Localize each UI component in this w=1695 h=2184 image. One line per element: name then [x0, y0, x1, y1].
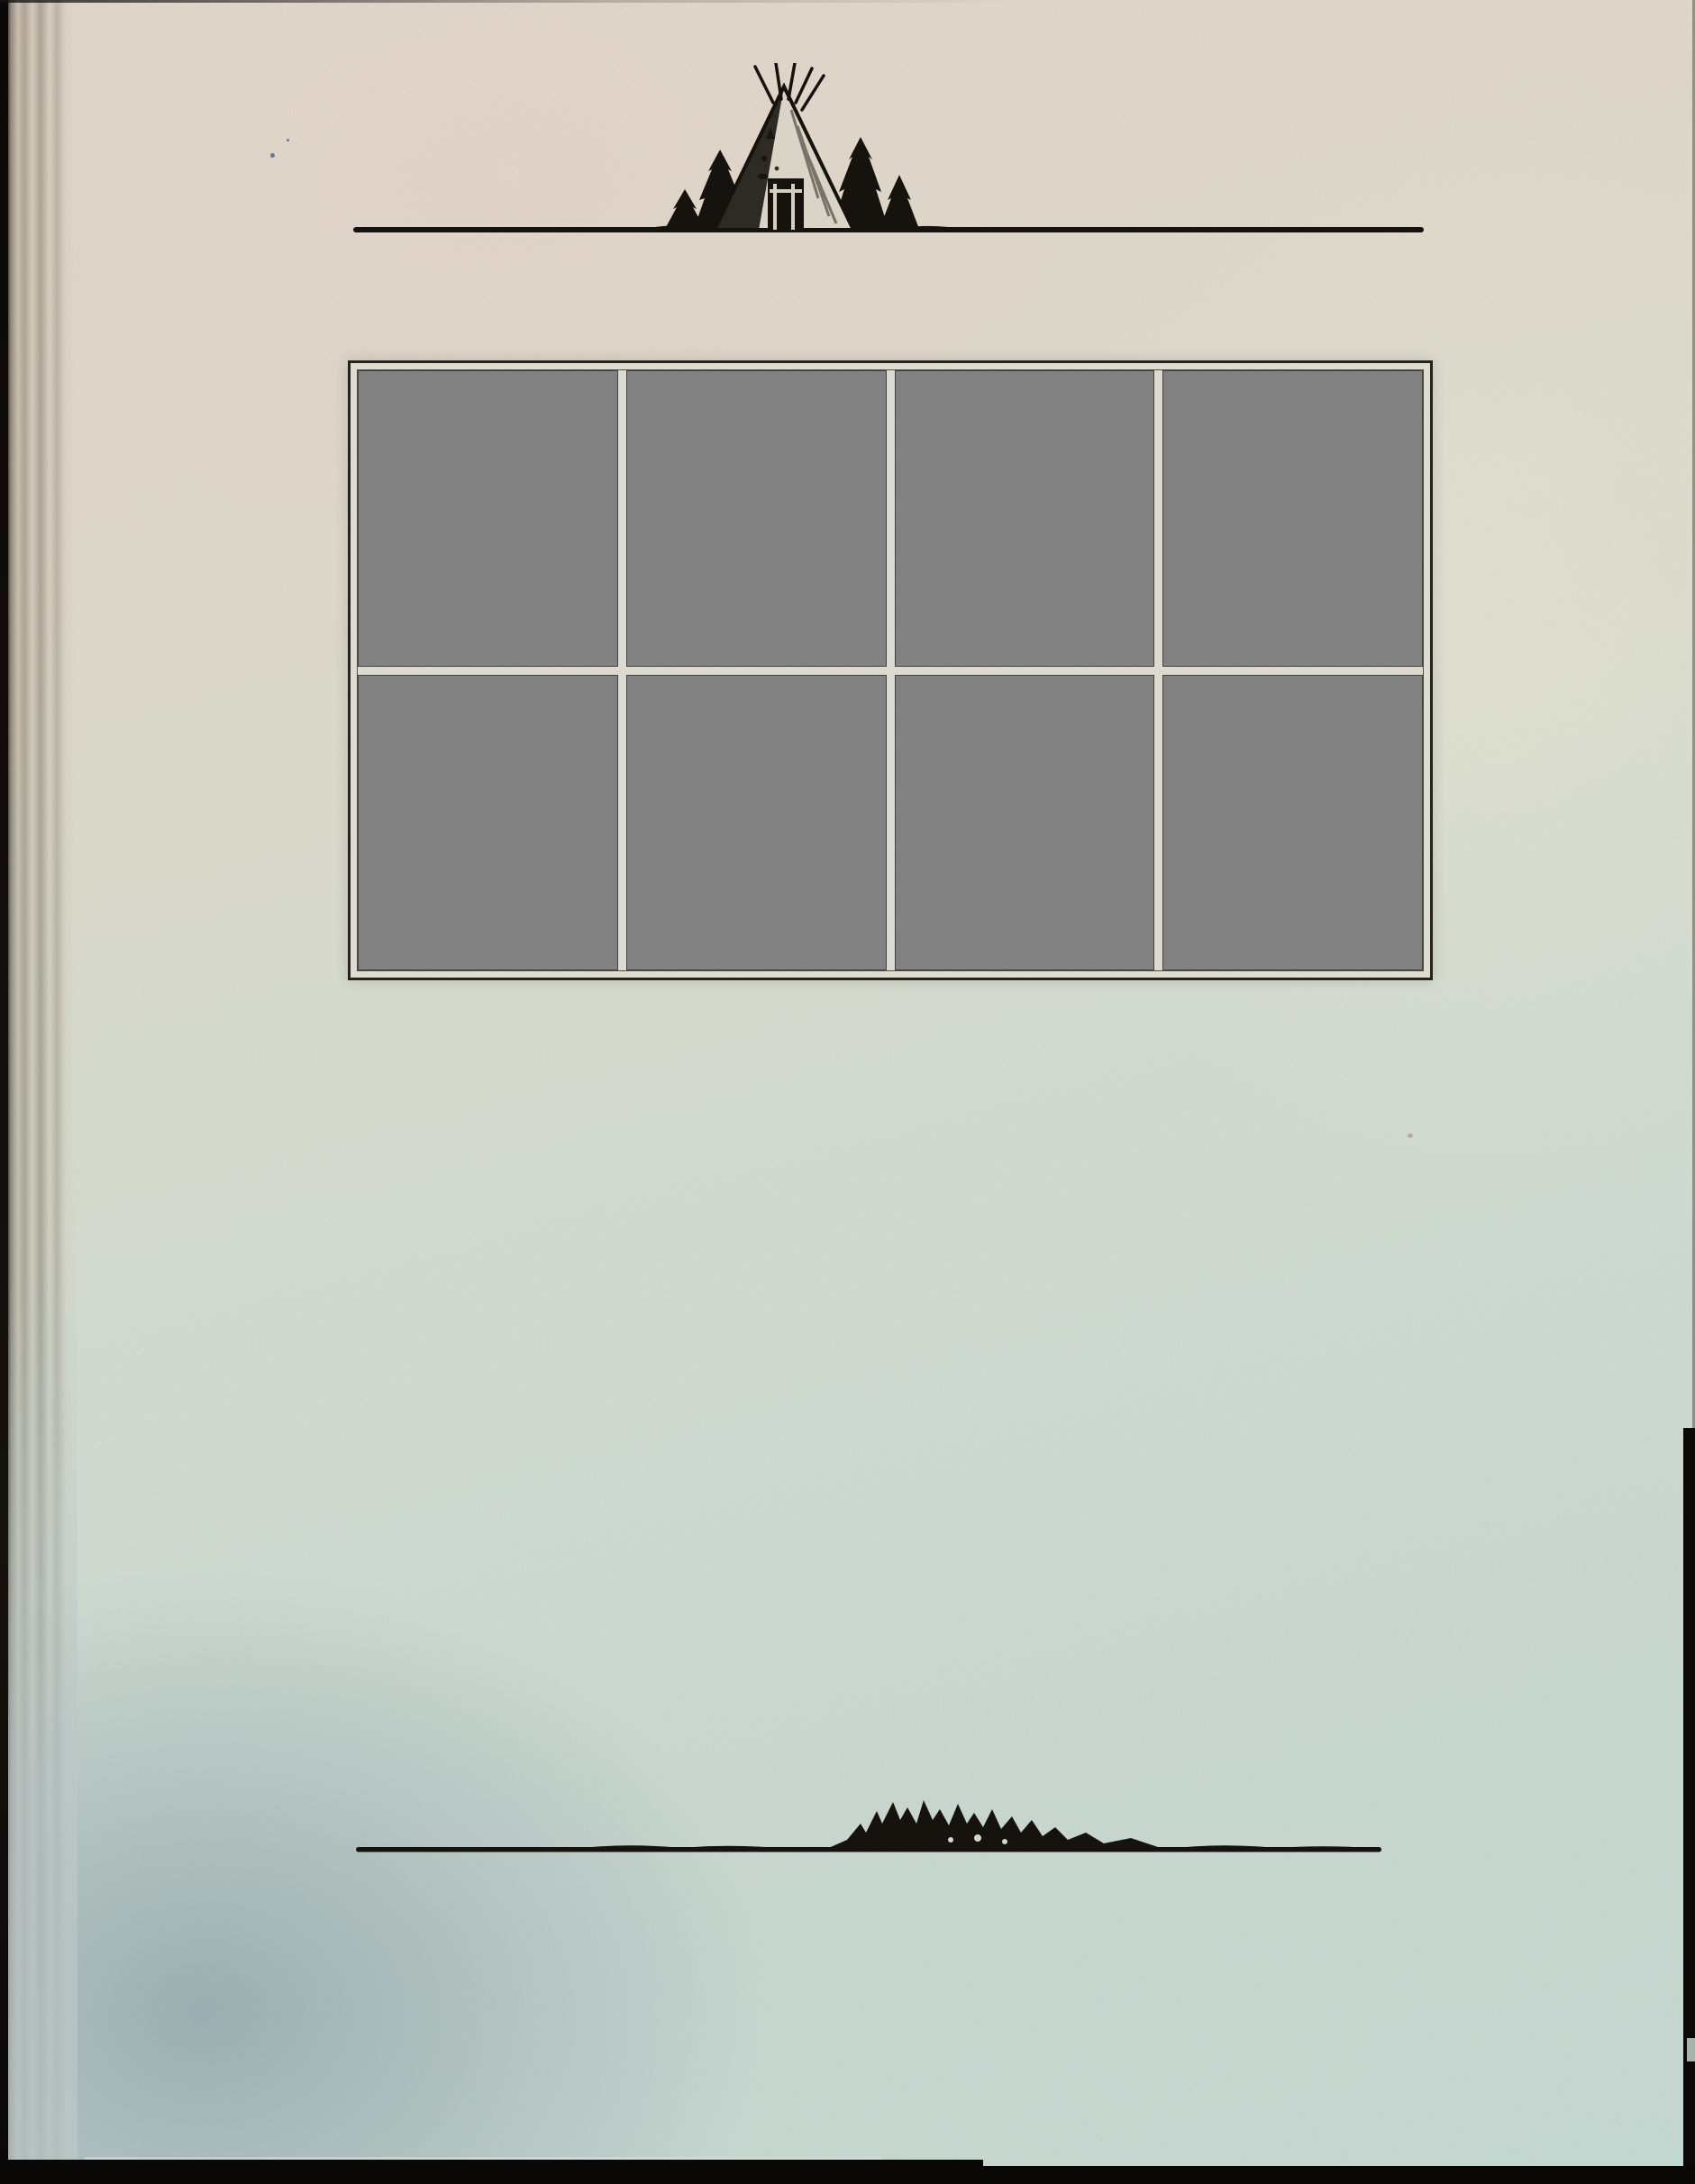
ink-dot — [270, 153, 275, 158]
portrait-grid — [357, 369, 1424, 971]
portrait-photo — [1162, 675, 1423, 971]
portrait-photo — [895, 675, 1155, 971]
scan-left-border — [0, 0, 8, 2184]
page-edge-notch — [1687, 2038, 1695, 2061]
page-bottom-edge-highlight — [85, 2157, 881, 2160]
scan-top-shadow — [0, 0, 1017, 3]
portrait-photo — [626, 675, 887, 971]
ink-dot — [287, 139, 289, 141]
paper-speck — [1408, 1133, 1413, 1138]
portrait-photo — [626, 370, 887, 667]
treeline-illustration — [356, 1793, 1388, 1865]
portrait-photo — [358, 370, 618, 667]
portrait-photo — [1162, 370, 1423, 667]
scan-right-border — [1683, 1428, 1695, 2184]
portrait-plate-frame — [348, 360, 1433, 980]
portrait-photo — [358, 675, 618, 971]
portrait-photo — [895, 370, 1155, 667]
scan-bottom-border-left — [0, 2160, 983, 2184]
book-spine-edge-fade — [0, 0, 77, 2184]
teepee-campfire-illustration — [342, 63, 1433, 243]
